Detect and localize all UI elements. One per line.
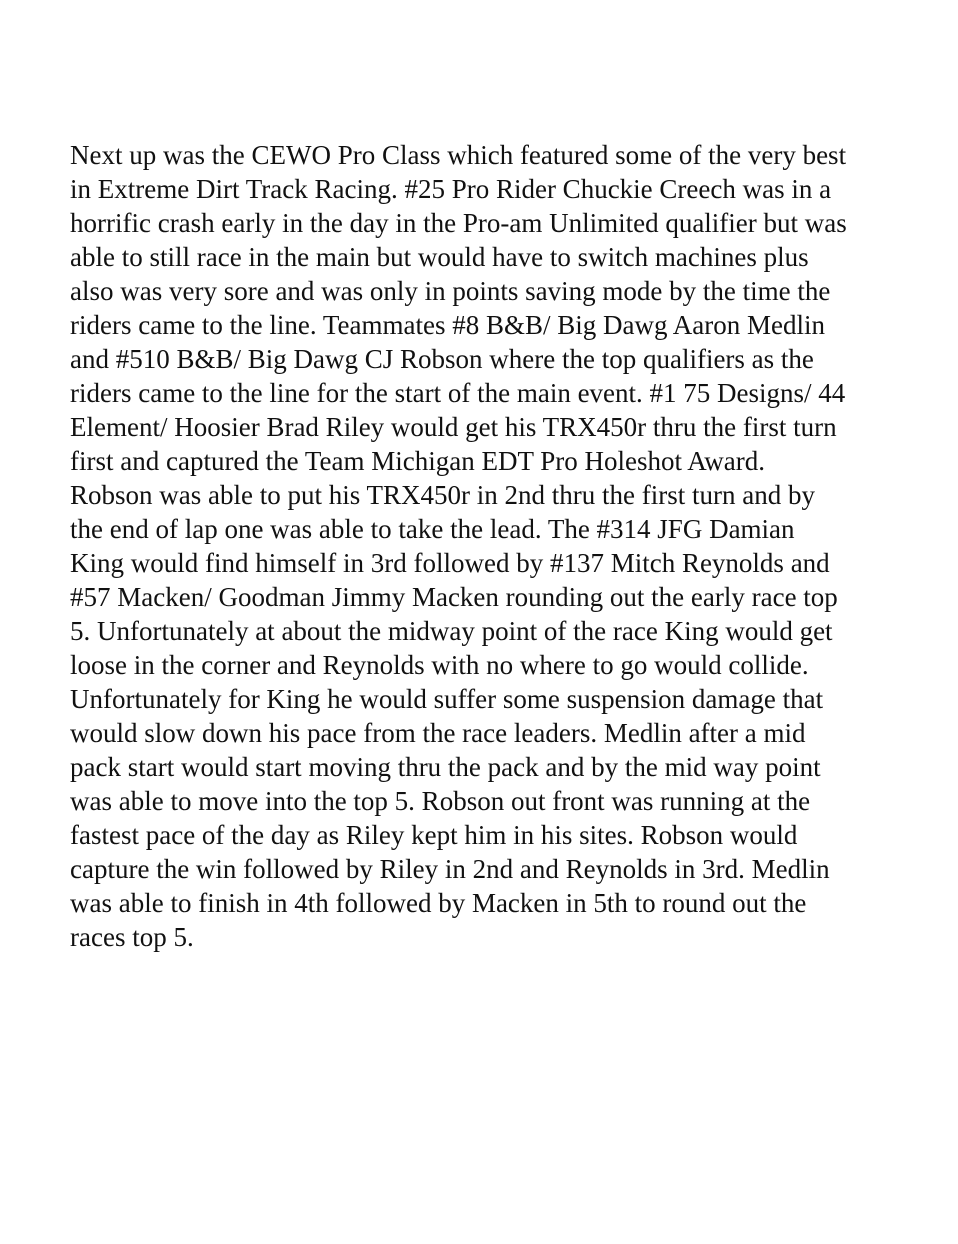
text-line-16: loose in the corner and Reynolds with no where to go would collide. <box>70 650 809 680</box>
text-line-11: Robson was able to put his TRX450r in 2nd thru the first turn and by <box>70 480 815 510</box>
text-line-14: #57 Macken/ Goodman Jimmy Macken rounding out the early race top <box>70 582 838 612</box>
text-line-7: and #510 B&B/ Big Dawg CJ Robson where the top qualifiers as the <box>70 344 814 374</box>
text-line-4: able to still race in the main but would have to switch machines plus <box>70 242 809 272</box>
text-line-24: races top 5. <box>70 922 194 952</box>
text-line-15: 5. Unfortunately at about the midway point of the race King would get <box>70 616 833 646</box>
text-line-13: King would find himself in 3rd followed by #137 Mitch Reynolds and <box>70 548 830 578</box>
text-line-20: was able to move into the top 5. Robson out front was running at the <box>70 786 811 816</box>
text-line-1: Next up was the CEWO Pro Class which featured some of the very best <box>70 140 847 170</box>
text-line-17: Unfortunately for King he would suffer some suspension damage that <box>70 684 824 714</box>
text-line-19: pack start would start moving thru the pack and by the mid way point <box>70 752 821 782</box>
text-line-6: riders came to the line. Teammates #8 B&B/ Big Dawg Aaron Medlin <box>70 310 825 340</box>
text-line-3: horrific crash early in the day in the Pro-am Unlimited qualifier but was <box>70 208 847 238</box>
text-line-10: first and captured the Team Michigan EDT Pro Holeshot Award. <box>70 446 765 476</box>
text-line-5: also was very sore and was only in points saving mode by the time the <box>70 276 831 306</box>
text-line-23: was able to finish in 4th followed by Macken in 5th to round out the <box>70 888 807 918</box>
text-line-18: would slow down his pace from the race leaders. Medlin after a mid <box>70 718 806 748</box>
article-paragraph <box>70 138 930 954</box>
text-line-22: capture the win followed by Riley in 2nd and Reynolds in 3rd. Medlin <box>70 854 830 884</box>
text-line-9: Element/ Hoosier Brad Riley would get his TRX450r thru the first turn <box>70 412 837 442</box>
text-line-12: the end of lap one was able to take the lead. The #314 JFG Damian <box>70 514 795 544</box>
text-line-8: riders came to the line for the start of the main event. #1 75 Designs/ 44 <box>70 378 846 408</box>
text-line-2: in Extreme Dirt Track Racing. #25 Pro Rider Chuckie Creech was in a <box>70 174 832 204</box>
text-line-21: fastest pace of the day as Riley kept him in his sites. Robson would <box>70 820 798 850</box>
